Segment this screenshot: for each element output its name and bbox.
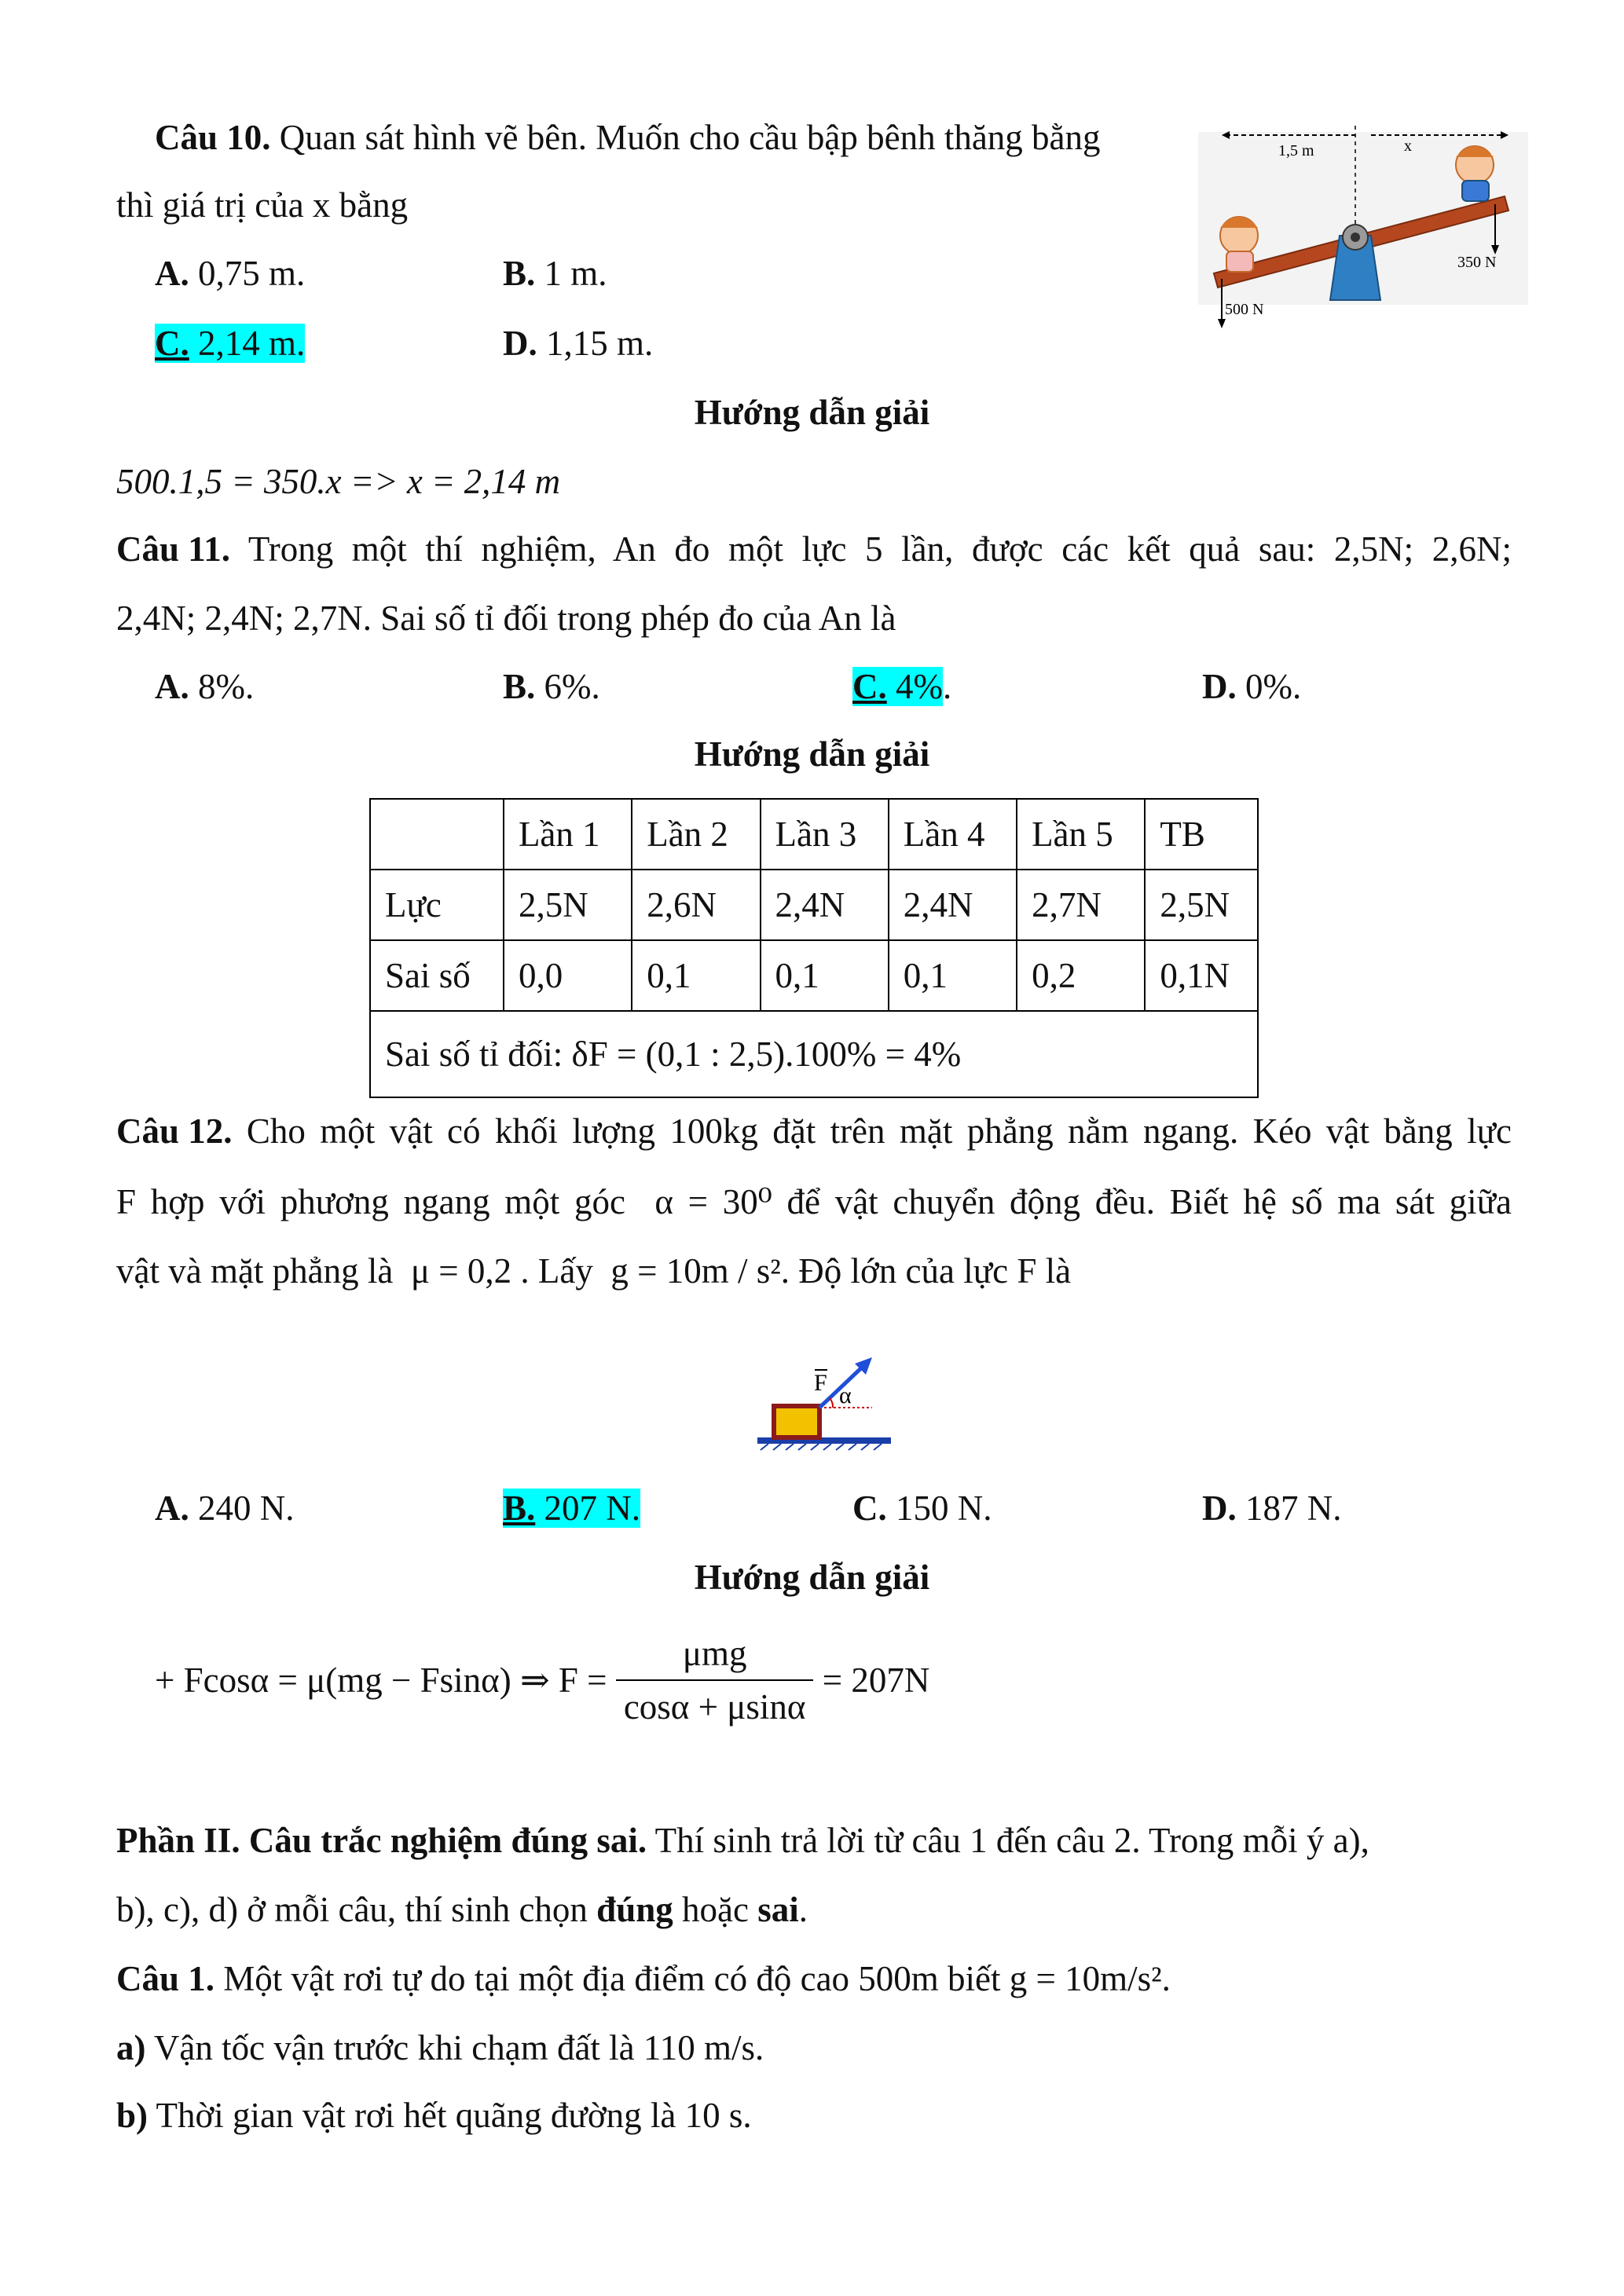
q12-option-b: [503, 1489, 640, 1529]
part2-text2b: hoặc: [673, 1890, 758, 1929]
q11-text1: Trong một thí nghiệm, An đo một lực 5 lần, được các kết quả sau: 2,5N; 2,6N;: [230, 529, 1512, 569]
p2q1-line: [116, 1959, 1171, 2000]
table-cell: 2,4N: [761, 870, 889, 940]
table-footer-row: [370, 1011, 1258, 1097]
q12-option-a: [155, 1489, 295, 1529]
label-dist-right: x: [1404, 137, 1412, 155]
p2q1-a-text: Vận tốc vận trước khi chạm đất là 110 m/s.: [145, 2028, 764, 2067]
table-cell: Lực: [370, 870, 504, 940]
q10-option-b-letter: B.: [503, 254, 536, 293]
q12-solution-title: Hướng dẫn giải: [694, 1558, 930, 1597]
q12-option-c-letter: C.: [852, 1489, 887, 1528]
q12-line1: [116, 1111, 1512, 1152]
p2q1-b-text: Thời gian vật rơi hết quãng đường là 10 s.: [148, 2096, 752, 2135]
table-header-cell: TB: [1145, 799, 1258, 870]
q10-option-b: [503, 254, 607, 295]
q12-option-b-text: 207 N.: [535, 1489, 641, 1528]
q10-option-d: [503, 324, 653, 364]
q10-option-a: [155, 254, 305, 295]
formula-right: = 207N: [822, 1660, 930, 1700]
q12-option-b-letter: B.: [503, 1489, 536, 1528]
q11-option-b-text: 6%.: [535, 667, 600, 706]
table-footer-cell: Sai số tỉ đối: δF = (0,1 : 2,5).100% = 4%: [370, 1011, 1258, 1097]
p2q1-b-label: b): [116, 2096, 148, 2135]
table-cell: 2,6N: [632, 870, 760, 940]
q10-option-d-letter: D.: [503, 324, 537, 363]
part2-bold-true: đúng: [596, 1890, 673, 1929]
q12-option-c-text: 150 N.: [886, 1489, 992, 1528]
table-cell: 2,5N: [504, 870, 632, 940]
block: [774, 1406, 819, 1437]
formula-numerator: μmg: [616, 1634, 814, 1681]
label-force-left: 500 N: [1225, 301, 1264, 318]
part2-line2: [116, 1890, 808, 1931]
table-header-cell: Lần 4: [889, 799, 1017, 870]
q10-option-b-text: 1 m.: [535, 254, 607, 293]
table-header-cell: Lần 5: [1017, 799, 1145, 870]
angle-arc: [830, 1398, 833, 1408]
q12-option-a-letter: A.: [155, 1489, 189, 1528]
p2q1-label: Câu 1.: [116, 1959, 215, 1998]
q12-text1: Cho một vật có khối lượng 100kg đặt trên mặt phẳng nằm ngang. Kéo vật bằng lực: [232, 1111, 1512, 1151]
p2q1-statement-b: [116, 2096, 752, 2137]
table-cell: 2,7N: [1017, 870, 1145, 940]
ground-hatch: [761, 1444, 882, 1450]
q10-option-a-letter: A.: [155, 254, 189, 293]
p2q1-a-label: a): [116, 2028, 146, 2067]
q12-option-c: [852, 1489, 992, 1529]
q11-option-a-text: 8%.: [189, 667, 255, 706]
table-header-row: [370, 799, 1258, 870]
table-cell: 0,1: [632, 940, 760, 1011]
q12-option-d-text: 187 N.: [1236, 1489, 1342, 1528]
q10-text2: thì giá trị của x bằng: [116, 185, 409, 225]
q12-label: Câu 12.: [116, 1111, 233, 1151]
fulcrum-bolt-center: [1351, 233, 1360, 242]
q10-solution-title: Hướng dẫn giải: [694, 393, 930, 432]
table-header-cell: [370, 799, 504, 870]
q12-text2: F hợp với phương ngang một góc α = 30⁰ để vật chuyển động đều. Biết hệ số ma sát giữa: [116, 1182, 1512, 1221]
q10-option-c-text: 2,14 m.: [189, 324, 306, 363]
q12-text3: vật và mặt phẳng là μ = 0,2 . Lấy g = 10m / s². Độ lớn của lực F là: [116, 1251, 1072, 1291]
table-cell: 0,1N: [1145, 940, 1258, 1011]
q11-option-b: [503, 667, 600, 708]
p2q1-statement-a: [116, 2028, 764, 2069]
q10-option-d-text: 1,15 m.: [537, 324, 654, 363]
table-cell: 2,4N: [889, 870, 1017, 940]
q11-solution-title: Hướng dẫn giải: [694, 734, 930, 774]
q11-option-d-letter: D.: [1202, 667, 1237, 706]
q12-force-figure: [754, 1349, 896, 1456]
table-cell: Sai số: [370, 940, 504, 1011]
q10-option-a-text: 0,75 m.: [189, 254, 306, 293]
q10-label: Câu 10.: [155, 118, 271, 157]
right-child-figure: [1456, 146, 1494, 201]
table-cell: 0,1: [761, 940, 889, 1011]
seesaw-figure: [1198, 118, 1528, 330]
part2-text1: Thí sinh trả lời từ câu 1 đến câu 2. Trong mỗi ý a),: [647, 1821, 1369, 1860]
q10-option-c: [155, 324, 305, 364]
force-label: F: [814, 1370, 827, 1396]
table-header-cell: Lần 2: [632, 799, 760, 870]
part2-title: Phần II. Câu trắc nghiệm đúng sai.: [116, 1821, 647, 1860]
table-row: [370, 870, 1258, 940]
formula-denominator: cosα + μsinα: [623, 1686, 806, 1727]
left-child-figure: [1220, 217, 1258, 272]
formula-left: + Fcosα = μ(mg − Fsinα) ⇒ F =: [155, 1660, 607, 1700]
table-cell: 0,0: [504, 940, 632, 1011]
part2-text2c: .: [798, 1890, 808, 1929]
q11-option-c-text: 4%: [886, 667, 943, 706]
q11-label: Câu 11.: [116, 529, 231, 569]
q10-line1: [155, 118, 1101, 159]
table-header-cell: Lần 3: [761, 799, 889, 870]
q10-option-c-letter: C.: [155, 324, 189, 363]
q11-option-a-letter: A.: [155, 667, 189, 706]
q11-option-d: [1202, 667, 1301, 708]
table-header-cell: Lần 1: [504, 799, 632, 870]
q12-option-a-text: 240 N.: [189, 1489, 295, 1528]
q11-option-c-period: .: [943, 667, 952, 706]
q11-option-b-letter: B.: [503, 667, 536, 706]
label-force-right: 350 N: [1457, 254, 1497, 271]
q11-option-c-letter: C.: [852, 667, 887, 706]
force-arrow-left-head: [1218, 319, 1226, 328]
label-dist-left: 1,5 m: [1278, 142, 1314, 159]
q12-option-d-letter: D.: [1202, 1489, 1237, 1528]
q11-option-c: [852, 667, 951, 708]
table-cell: 2,5N: [1145, 870, 1258, 940]
table-cell: 0,2: [1017, 940, 1145, 1011]
angle-label: α: [839, 1382, 852, 1408]
table-cell: 0,1: [889, 940, 1017, 1011]
q11-option-d-text: 0%.: [1236, 667, 1302, 706]
part2-line1: [116, 1821, 1369, 1862]
q11-line1: [116, 529, 1512, 570]
part2-text2a: b), c), d) ở mỗi câu, thí sinh chọn: [116, 1890, 597, 1929]
table-row: [370, 940, 1258, 1011]
part2-bold-false: sai: [757, 1890, 799, 1929]
q12-solution-formula: [155, 1634, 929, 1728]
q12-option-d: [1202, 1489, 1342, 1529]
q11-option-a: [155, 667, 254, 708]
p2q1-text: Một vật rơi tự do tại một địa điểm có độ cao 500m biết g = 10m/s².: [214, 1959, 1171, 1998]
formula-fraction: [616, 1634, 814, 1728]
q10-text1: Quan sát hình vẽ bên. Muốn cho cầu bập bênh thăng bằng: [270, 118, 1101, 157]
q10-solution: 500.1,5 = 350.x => x = 2,14 m: [116, 462, 561, 501]
q11-solution-table: [369, 798, 1259, 1098]
q11-text2: 2,4N; 2,4N; 2,7N. Sai số tỉ đối trong phép đo của An là: [116, 599, 896, 638]
